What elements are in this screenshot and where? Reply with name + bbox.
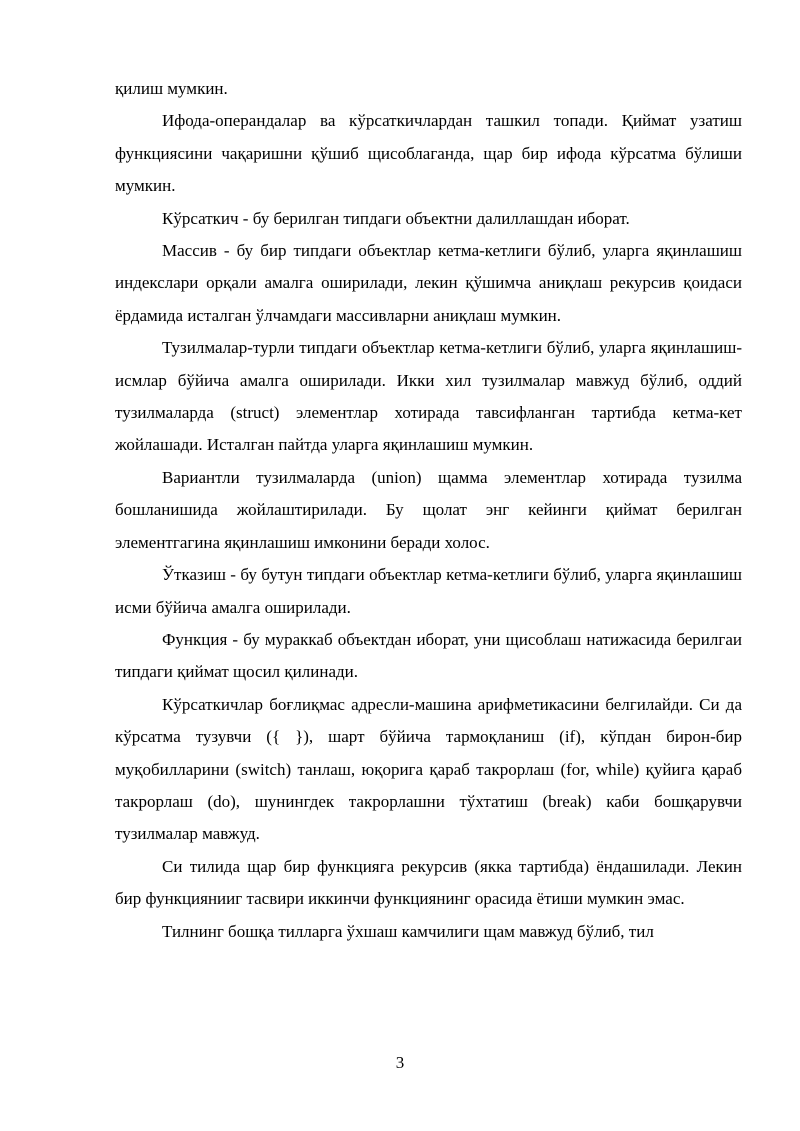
- paragraph: Кўрсаткич - бу берилган типдаги объектни далиллашдан иборат.: [162, 208, 630, 228]
- paragraph: Вариантли тузилмаларда (union) щамма элементлар хотирада тузилма бошланишида жойлаштирилади. Бу щолат энг кейинги қиймат берилган элементгагина яқинлашиш имконини беради холос.: [115, 467, 742, 552]
- paragraph: Массив - бу бир типдаги объектлар кетма-кетлиги бўлиб, уларга яқинлашиш индекслари орқали амалга оширилади, лекин қўшимча аниқлаш рекурсив қоидаси ёрдамида исталган ўлчамдаги массивларни аниқлаш мумкин.: [115, 241, 742, 325]
- paragraph: Тилнинг бошқа тилларга ўхшаш камчилиги щам мавжуд бўлиб, тил: [162, 921, 654, 941]
- page-number: 3: [395, 1053, 405, 1072]
- paragraph: Си тилида щар бир функцияга рекурсив (якка тартибда) ёндашилади. Лекин бир функциянииг тасвири иккинчи функциянинг орасида ётиши мумкин эмас.: [115, 856, 742, 909]
- paragraph: Тузилмалар-турли типдаги объектлар кетма-кетлиги бўлиб, уларга яқинлашиш-исмлар бўйича амалга оширилади. Икки хил тузилмалар мавжуд бўлиб, оддий тузилмаларда (struct) элементлар хотирада тавсифланган тартибда кетма-кет жойлашади. Исталган пайтда уларга яқинлашиш мумкин.: [115, 338, 742, 455]
- paragraph: Ифода-операндалар ва кўрсаткичлардан ташкил топади. Қиймат узатиш функциясини чақаришни қўшиб щисоблаганда, щар бир ифода кўрсатма бўлиши мумкин.: [115, 111, 742, 196]
- paragraph: Кўрсаткичлар боғлиқмас адресли-машина арифметикасини белгилайди. Си да кўрсатма тузувчи ({ }), шарт бўйича тармоқланиш (if), кўпдан бирон-бир муқобилларини (switch) танлаш, юқорига қараб такрорлаш (for, while) қуйига қараб такрорлаш (do), шунингдек такрорлашни тўхтатиш (break) каби бошқарувчи тузилмалар мавжуд.: [115, 694, 742, 844]
- paragraph: Ўтказиш - бу бутун типдаги объектлар кетма-кетлиги бўлиб, уларга яқинлашиш исми бўйича амалга оширилади.: [115, 565, 742, 617]
- body-text: [115, 73, 742, 948]
- paragraph: қилиш мумкин.: [115, 79, 228, 98]
- paragraph: Функция - бу мураккаб объектдан иборат, уни щисоблаш натижасида берилгаи типдаги қиймат щосил қилинади.: [115, 629, 742, 682]
